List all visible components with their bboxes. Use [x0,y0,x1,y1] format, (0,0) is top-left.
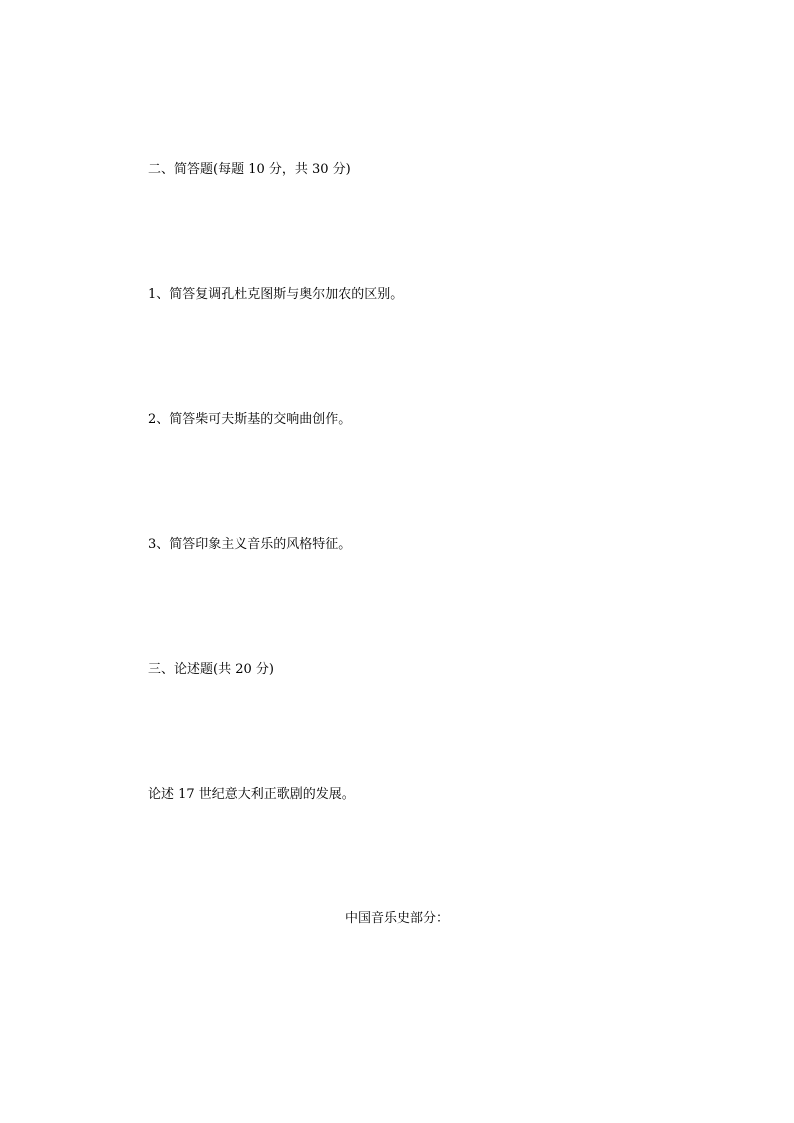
essay-question: 论述 17 世纪意大利正歌剧的发展。 [148,787,355,802]
section-heading-short-answer: 二、简答题(每题 10 分，共 30 分) [148,162,351,177]
question-3: 3、简答印象主义音乐的风格特征。 [148,537,352,552]
section-heading-essay: 三、论述题(共 20 分) [148,662,274,677]
question-2: 2、简答柴可夫斯基的交响曲创作。 [148,412,352,427]
question-1: 1、简答复调孔杜克图斯与奥尔加农的区别。 [148,287,404,302]
part-heading-chinese-music-history: 中国音乐史部分： [344,911,449,926]
